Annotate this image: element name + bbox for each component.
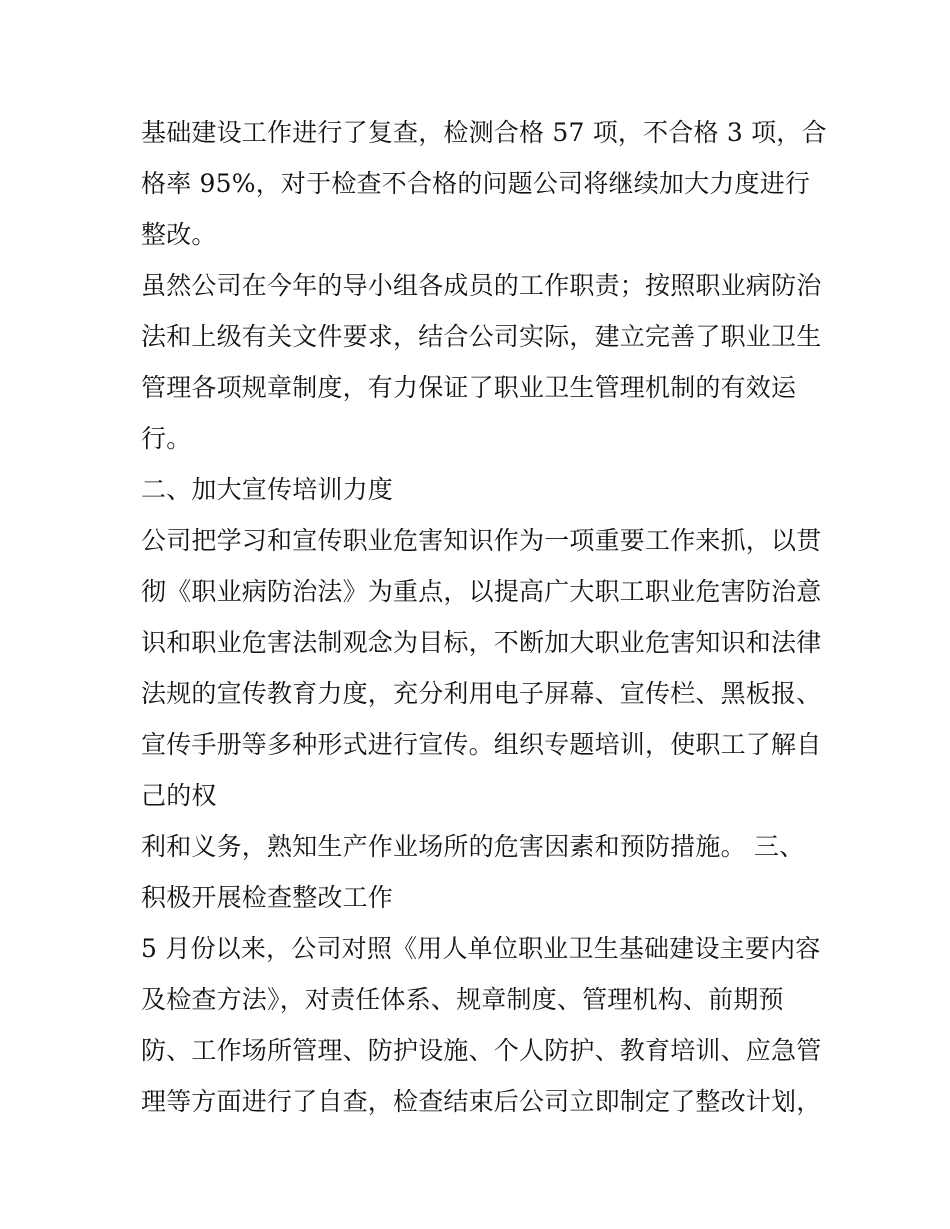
text-line-10: 彻《职业病防治法》为重点，以提高广大职工职业危害防治意	[141, 577, 822, 606]
body-text	[141, 107, 827, 1127]
text-line-14: 己的权	[141, 781, 217, 810]
text-line-12: 法规的宣传教育力度，充分利用电子屏幕、宣传栏、黑板报、	[141, 679, 822, 708]
text-line-19: 防、工作场所管理、防护设施、个人防护、教育培训、应急管	[141, 1036, 822, 1065]
text-line-15: 利和义务，熟知生产作业场所的危害因素和预防措施。 三、	[141, 832, 805, 861]
text-line-11: 识和职业危害法制观念为目标，不断加大职业危害知识和法律	[141, 628, 822, 657]
section-heading-3: 积极开展检查整改工作	[141, 883, 394, 912]
text-line-3: 整改。	[141, 220, 217, 249]
text-line-13: 宣传手册等多种形式进行宣传。组织专题培训，使职工了解自	[141, 730, 822, 759]
text-line-7: 行。	[141, 424, 192, 453]
text-line-2: 格率 95%，对于检查不合格的问题公司将继续加大力度进行	[141, 169, 811, 198]
text-line-20: 理等方面进行了自查，检查结束后公司立即制定了整改计划，	[141, 1087, 822, 1116]
text-line-6: 管理各项规章制度，有力保证了职业卫生管理机制的有效运	[141, 373, 797, 402]
text-line-17: 5 月份以来，公司对照《用人单位职业卫生基础建设主要内容	[141, 934, 821, 963]
text-line-18: 及检查方法》，对责任体系、规章制度、管理机构、前期预	[141, 985, 784, 1014]
text-line-9: 公司把学习和宣传职业危害知识作为一项重要工作来抓，以贯	[141, 526, 822, 555]
text-line-4: 虽然公司在今年的导小组各成员的工作职责；按照职业病防治	[141, 271, 822, 300]
section-heading-2: 二、加大宣传培训力度	[141, 475, 394, 504]
text-line-1: 基础建设工作进行了复查，检测合格 57 项，不合格 3 项，合	[141, 118, 827, 147]
text-line-5: 法和上级有关文件要求，结合公司实际，建立完善了职业卫生	[141, 322, 822, 351]
